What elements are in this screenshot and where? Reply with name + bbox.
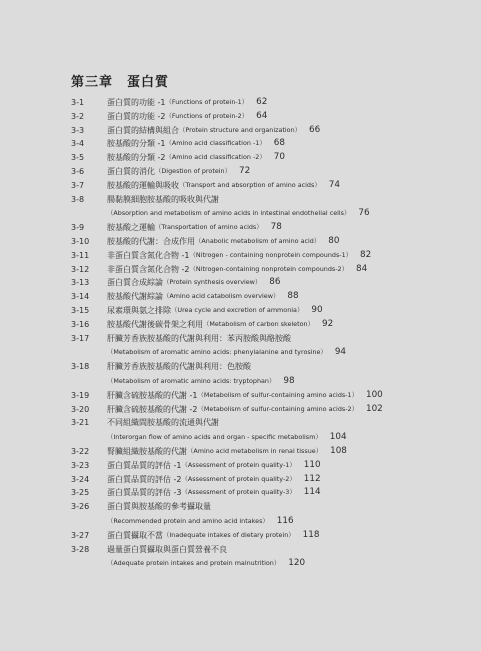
section-title-en: （Interorgan flow of amino acids and organ - specific metabolism） (107, 433, 322, 442)
section-title-zh: 非蛋白質含氮化合物 -2 (107, 264, 190, 274)
toc-entry-row (71, 389, 471, 403)
section-number: 3-15 (71, 305, 90, 315)
toc-entry (71, 124, 471, 138)
toc-entry-row (71, 124, 471, 138)
toc-entry-subline (71, 514, 471, 529)
section-number: 3-26 (71, 502, 90, 512)
toc-entry-row (71, 249, 471, 263)
section-number: 3-20 (71, 404, 90, 414)
section-title-en: （Functions of protein-2） (165, 111, 249, 120)
page-number: 68 (273, 138, 285, 149)
toc-entry-row (71, 332, 471, 346)
page-number: 118 (302, 529, 320, 540)
toc-entry (71, 165, 471, 179)
section-title-zh: 腸黏膜細胞胺基酸的吸收與代謝 (107, 194, 219, 204)
section-number: 3-27 (71, 530, 90, 540)
section-number: 3-23 (71, 460, 90, 470)
page-number: 94 (334, 347, 347, 358)
toc-entry (71, 263, 471, 277)
section-number: 3-22 (71, 446, 90, 456)
page-number: 88 (287, 291, 299, 302)
section-number: 3-5 (71, 153, 85, 163)
section-title-zh: 胺基酸的分類 -1 (107, 139, 166, 149)
toc-entry (71, 290, 471, 304)
toc-entry-subline (71, 345, 471, 360)
section-title-en: （Urea cycle and excretion of ammonia） (171, 305, 304, 314)
section-number: 3-2 (71, 111, 85, 121)
toc-entry-subline (71, 374, 471, 389)
section-number: 3-8 (71, 194, 85, 204)
toc-entry-row (71, 137, 471, 151)
page-number: 110 (303, 459, 321, 470)
section-title-en: （Nitrogen - containing nonprotein compounds-1） (189, 250, 353, 259)
page-number: 86 (269, 277, 281, 288)
toc-entry (71, 459, 471, 473)
toc-entry (71, 360, 471, 389)
toc-entry (71, 543, 471, 572)
toc-entry-row (71, 403, 471, 417)
section-number: 3-19 (71, 390, 90, 400)
section-number: 3-11 (71, 250, 90, 260)
page-number: 116 (276, 515, 294, 526)
section-title-zh: 蛋白質的功能 -1 (107, 98, 166, 107)
toc-entry (71, 235, 471, 249)
section-title-en: （Protein synthesis overview） (163, 278, 262, 287)
section-number: 3-16 (71, 319, 90, 329)
toc-entry-subline (71, 430, 471, 445)
page-number: 82 (360, 249, 372, 260)
section-number: 3-17 (71, 333, 90, 343)
toc-entry (71, 96, 471, 110)
page-number: 64 (256, 110, 268, 121)
page-number: 98 (283, 375, 295, 386)
toc-entry-row (71, 193, 471, 207)
page-number: 114 (303, 487, 321, 498)
section-number: 3-21 (71, 418, 90, 428)
section-title-en: （Anabolic metabolism of amino acid） (195, 236, 321, 245)
section-title-zh: 蛋白質與胺基酸的參考攝取量 (107, 502, 211, 512)
section-title-zh: 肝臟芳香族胺基酸的代謝與利用：苯丙胺酸與酪胺酸 (107, 333, 291, 343)
toc-entry (71, 473, 471, 487)
section-title-zh: 胺基酸代謝後碳骨架之利用 (107, 319, 203, 329)
page-number: 112 (303, 473, 321, 484)
section-title-en: （Recommended protein and amino acid intakes） (107, 516, 269, 525)
section-title-zh: 非蛋白質含氮化合物 -1 (107, 250, 190, 260)
toc-entry (71, 110, 471, 124)
section-number: 3-10 (71, 236, 90, 246)
section-title-zh: 肝臟含硫胺基酸的代謝 -1 (107, 390, 198, 400)
section-title-zh: 蛋白質品質的評估 -2 (107, 474, 182, 484)
page-number: 76 (358, 208, 370, 219)
section-number: 3-28 (71, 544, 90, 554)
toc-entry (71, 276, 471, 290)
toc-entry-row (71, 416, 471, 430)
section-title-zh: 蛋白質品質的評估 -1 (107, 460, 182, 470)
toc-entry-row (71, 473, 471, 487)
page-number: 78 (270, 222, 282, 233)
toc-entry-row (71, 110, 471, 124)
section-title-zh: 腎臟組織胺基酸的代謝 (107, 446, 187, 456)
section-title-en: （Metabolism of sulfur-containing amino acids-1） (197, 390, 358, 399)
section-number: 3-25 (71, 488, 90, 498)
toc-entry-row (71, 304, 471, 318)
section-title-zh: 胺基酸的分類 -2 (107, 153, 166, 163)
toc-entry-subline (71, 556, 471, 571)
section-number: 3-4 (71, 139, 85, 149)
toc-entry (71, 403, 471, 417)
section-title-zh: 蛋白質的結構與組合 (107, 125, 179, 135)
page-number: 108 (330, 445, 347, 456)
toc-entry (71, 445, 471, 459)
section-title-zh: 胺基酸代謝綜論 (107, 292, 163, 302)
section-title-zh: 肝臟芳香族胺基酸的代謝與利用：色胺酸 (107, 362, 251, 372)
section-title-zh: 胺基酸的運輸與吸收 (107, 180, 179, 190)
section-title-en: （Amino acid classification -1） (165, 139, 266, 148)
toc-entry (71, 416, 471, 445)
section-title-zh: 蛋白質合成綜論 (107, 278, 163, 288)
page-number: 102 (365, 403, 383, 414)
page-number: 74 (328, 179, 340, 190)
page-number: 84 (355, 263, 368, 274)
section-title-en: （Inadequate intakes of dietary protein） (163, 530, 295, 539)
section-title-zh: 蛋白質攝取不當 (107, 530, 163, 540)
toc-entry-row (71, 318, 471, 332)
toc-entry-row (71, 500, 471, 514)
page-number: 104 (329, 432, 347, 443)
page-number: 80 (328, 235, 340, 246)
section-title-en: （Metabolism of aromatic amino acids: tryptophan） (107, 376, 276, 385)
section-title-en: （Transportation of amino acids） (155, 223, 263, 232)
toc-entry-row (71, 445, 471, 459)
toc-entry-row (71, 151, 471, 165)
toc-entry (71, 249, 471, 263)
toc-entry (71, 151, 471, 165)
toc-entry-row (71, 221, 471, 235)
toc-entry (71, 318, 471, 332)
section-title-zh: 尿素環與氨之排除 (107, 305, 171, 315)
section-title-en: （Protein structure and organization） (179, 125, 302, 134)
section-title-en: （Metabolism of sulfur-containing amino acids-2） (197, 404, 358, 413)
toc-entry (71, 389, 471, 403)
section-title-en: （Metabolism of carbon skeleton） (203, 319, 314, 328)
toc-entry (71, 221, 471, 235)
section-title-en: （Assessment of protein quality-1） (181, 460, 296, 469)
section-title-zh: 胺基酸的代謝：合成作用 (107, 236, 195, 246)
toc-entry-row (71, 459, 471, 473)
page-number: 72 (238, 165, 251, 176)
section-number: 3-7 (71, 180, 85, 190)
section-title-zh: 蛋白質品質的評估 -3 (107, 488, 182, 498)
toc-entry (71, 500, 471, 529)
section-title-zh: 不同組織間胺基酸的流通與代謝 (107, 418, 219, 428)
section-title-en: （Adequate protein intakes and protein malnutrition） (107, 559, 281, 568)
section-title-en: （Metabolism of aromatic amino acids: phenylalanine and tyrosine） (107, 348, 327, 357)
toc-entry-row (71, 165, 471, 179)
section-title-en: （Nitrogen-containing nonprotein compounds-2） (189, 264, 348, 273)
toc-entry-row (71, 290, 471, 304)
toc-entry (71, 193, 471, 222)
page-number: 70 (273, 152, 285, 163)
toc-entry-row (71, 486, 471, 500)
section-number: 3-18 (71, 362, 90, 372)
table-of-contents (71, 96, 471, 571)
page-number: 90 (311, 304, 323, 315)
section-number: 3-12 (71, 264, 90, 274)
section-title-zh: 蛋白質的消化 (107, 166, 155, 176)
section-title-zh: 蛋白質的功能 -2 (107, 111, 166, 121)
section-number: 3-13 (71, 278, 90, 288)
toc-entry-row (71, 543, 471, 557)
toc-entry (71, 529, 471, 543)
page-number: 92 (321, 318, 334, 329)
toc-entry-row (71, 360, 471, 374)
toc-entry-subline (71, 206, 471, 221)
page-number: 120 (288, 558, 306, 569)
toc-entry-row (71, 235, 471, 249)
toc-entry (71, 304, 471, 318)
section-title-en: （Amino acid classification -2） (165, 153, 266, 162)
section-number: 3-14 (71, 292, 90, 302)
page-number: 66 (309, 124, 321, 135)
section-title-en: （Digestion of protein） (155, 166, 231, 175)
toc-entry (71, 486, 471, 500)
page-number: 100 (365, 389, 383, 400)
section-number: 3-1 (71, 98, 85, 107)
section-number: 3-24 (71, 474, 90, 484)
section-title-en: （Amino acid catabolism overview） (163, 292, 280, 301)
toc-entry-row (71, 96, 471, 110)
chapter-title: 第三章 蛋白質 (71, 75, 170, 90)
toc-entry (71, 179, 471, 193)
section-number: 3-9 (71, 223, 85, 233)
section-number: 3-3 (71, 125, 85, 135)
section-title-en: （Absorption and metabolism of amino acids in intestinal endothelial cells） (107, 209, 351, 218)
section-title-zh: 肝臟含硫胺基酸的代謝 -2 (107, 404, 198, 414)
section-title-en: （Assessment of protein quality-3） (181, 488, 296, 497)
section-title-en: （Transport and absorption of amino acids） (179, 180, 321, 189)
toc-entry-row (71, 276, 471, 290)
section-title-en: （Amino acid metabolism in renal tissue） (187, 446, 323, 455)
section-title-zh: 胺基酸之運輸 (107, 223, 155, 233)
section-title-zh: 過量蛋白質攝取與蛋白質營養不良 (107, 544, 227, 554)
toc-entry-row (71, 529, 471, 543)
page-number: 62 (256, 97, 268, 107)
toc-entry-row (71, 263, 471, 277)
section-number: 3-6 (71, 166, 85, 176)
section-title-en: （Functions of protein-1） (165, 98, 249, 106)
toc-entry (71, 137, 471, 151)
toc-entry-row (71, 179, 471, 193)
toc-entry (71, 332, 471, 361)
section-title-en: （Assessment of protein quality-2） (181, 474, 296, 483)
